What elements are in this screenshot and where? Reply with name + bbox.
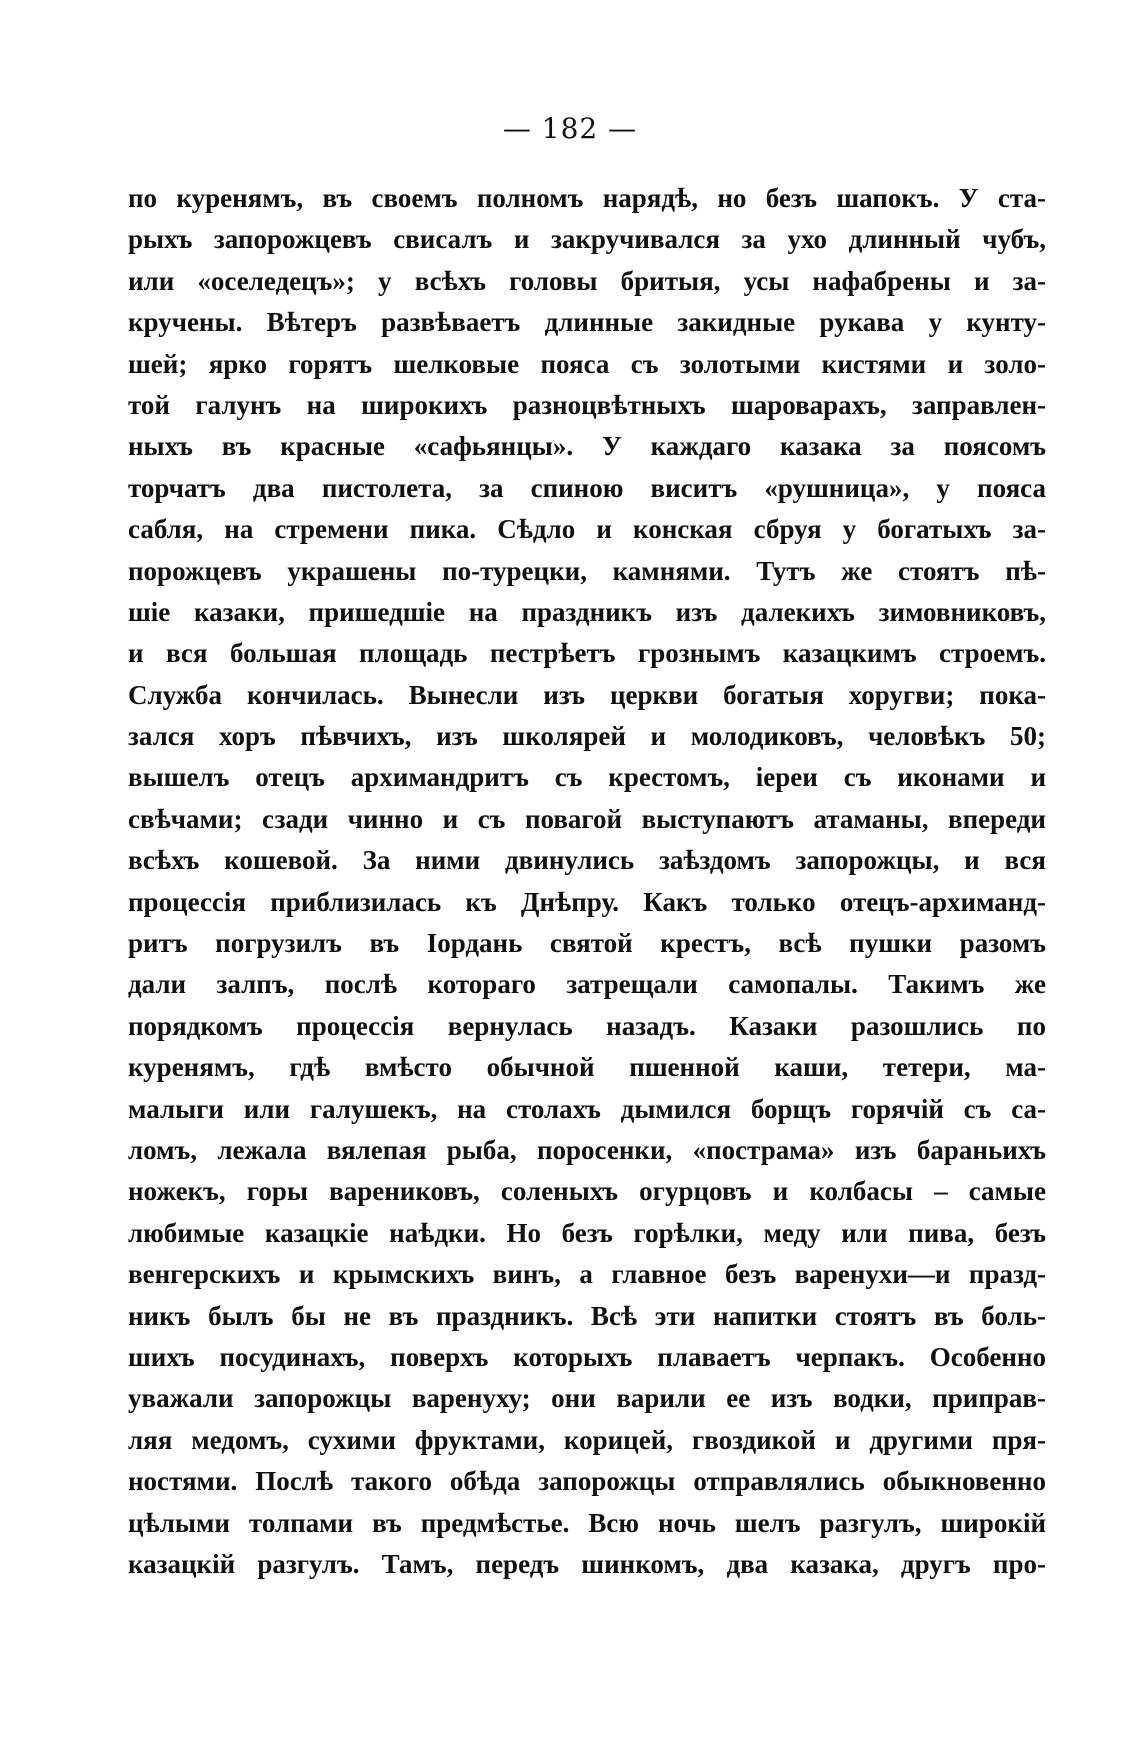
text-line: уважали запорожцы варенуху; они варили ее изъ водки, приправ- bbox=[128, 1383, 1046, 1414]
body-text bbox=[128, 178, 1046, 1585]
text-line: цѣлыми толпами въ предмѣстье. Всю ночь шелъ разгулъ, широкій bbox=[128, 1507, 1046, 1538]
text-line: Служба кончилась. Вынесли изъ церкви богатыя хоругви; пока- bbox=[128, 679, 1046, 710]
text-line: ломъ, лежала вялепая рыба, поросенки, «пострама» изъ бараньихъ bbox=[128, 1134, 1046, 1165]
text-line: по куренямъ, въ своемъ полномъ нарядѣ, но безъ шапокъ. У ста- bbox=[128, 183, 1046, 213]
text-line: дали залпъ, послѣ котораго затрещали самопалы. Такимъ же bbox=[128, 969, 1046, 1000]
text-line: малыги или галушекъ, на столахъ дымился борщъ горячій съ са- bbox=[128, 1093, 1046, 1124]
text-line: шихъ посудинахъ, поверхъ которыхъ плаваетъ черпакъ. Особенно bbox=[128, 1341, 1046, 1372]
text-line: той галунъ на широкихъ разноцвѣтныхъ шароварахъ, заправлен- bbox=[128, 389, 1046, 420]
page-number: — 182 — bbox=[502, 112, 638, 145]
text-line: казацкій разгулъ. Тамъ, передъ шинкомъ, два казака, другъ про- bbox=[128, 1548, 1046, 1579]
text-line: рыхъ запорожцевъ свисалъ и закручивался за ухо длинный чубъ, bbox=[128, 224, 1046, 255]
text-line: кручены. Вѣтеръ развѣваетъ длинные закидные рукава у кунту- bbox=[128, 307, 1046, 338]
text-line: процессія приблизилась къ Днѣпру. Какъ только отецъ-архиманд- bbox=[128, 886, 1046, 917]
text-line: ляя медомъ, сухими фруктами, корицей, гвоздикой и другими пря- bbox=[128, 1424, 1046, 1455]
text-line: всѣхъ кошевой. За ними двинулись заѣздомъ запорожцы, и вся bbox=[128, 845, 1046, 876]
text-line: любимые казацкіе наѣдки. Но безъ горѣлки, меду или пива, безъ bbox=[128, 1217, 1046, 1248]
text-line: шіе казаки, пришедшіе на праздникъ изъ далекихъ зимовниковъ, bbox=[128, 596, 1046, 627]
text-line: куренямъ, гдѣ вмѣсто обычной пшенной каши, тетери, ма- bbox=[128, 1052, 1046, 1083]
text-line: сабля, на стремени пика. Сѣдло и конская сбруя у богатыхъ за- bbox=[128, 514, 1046, 545]
text-line: ныхъ въ красные «сафьянцы». У каждаго казака за поясомъ bbox=[128, 431, 1046, 462]
text-line: никъ былъ бы не въ праздникъ. Всѣ эти напитки стоятъ въ боль- bbox=[128, 1300, 1046, 1331]
text-line: зался хоръ пѣвчихъ, изъ школярей и молодиковъ, человѣкъ 50; bbox=[128, 721, 1046, 752]
text-line: ностями. Послѣ такого обѣда запорожцы отправлялись обыкновенно bbox=[128, 1466, 1046, 1497]
text-line: венгерскихъ и крымскихъ винъ, а главное безъ варенухи—и празд- bbox=[128, 1259, 1046, 1290]
text-line: торчатъ два пистолета, за спиною виситъ «рушница», у пояса bbox=[128, 472, 1046, 503]
text-line: ритъ погрузилъ въ Іордань святой крестъ, всѣ пушки разомъ bbox=[128, 928, 1046, 959]
text-line: ножекъ, горы варениковъ, соленыхъ огурцовъ и колбасы – самые bbox=[128, 1176, 1046, 1207]
text-line: и вся большая площадь пестрѣетъ грознымъ казацкимъ строемъ. bbox=[128, 638, 1046, 669]
text-line: шей; ярко горятъ шелковые пояса съ золотыми кистями и золо- bbox=[128, 348, 1046, 379]
text-line: вышелъ отецъ архимандритъ съ крестомъ, іереи съ иконами и bbox=[128, 762, 1046, 793]
text-line: порядкомъ процессія вернулась назадъ. Казаки разошлись по bbox=[128, 1010, 1046, 1041]
text-line: порожцевъ украшены по-турецки, камнями. Тутъ же стоятъ пѣ- bbox=[128, 555, 1046, 586]
text-line: или «оселедецъ»; у всѣхъ головы бритыя, усы нафабрены и за- bbox=[128, 265, 1046, 296]
text-line: свѣчами; сзади чинно и съ повагой выступаютъ атаманы, впереди bbox=[128, 803, 1046, 834]
